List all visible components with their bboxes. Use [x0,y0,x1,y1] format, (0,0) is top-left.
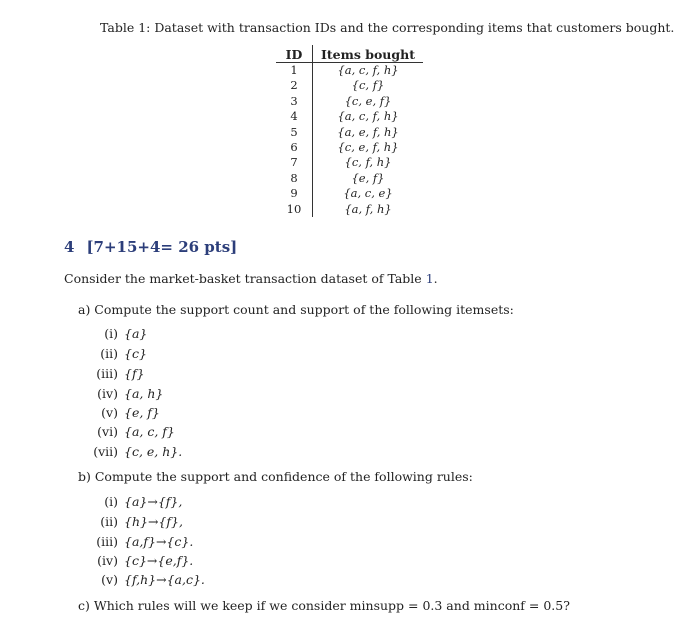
part-a-item: (ii) {c} [100,346,147,361]
intro-text: Consider the market-basket transaction dataset of Table [64,271,426,286]
column-header-id: ID [276,45,313,63]
part-a-item: (iv) {a, h} [97,386,164,401]
part-a-label: a) Compute the support count and support of the following itemsets: [78,302,514,317]
part-a-item: (vi) {a, c, f} [97,424,175,439]
row-id: 4 [276,109,313,124]
table-reference-link[interactable]: 1 [425,271,434,286]
section-number: 4 [64,238,75,256]
table-row [276,63,423,79]
column-header-items: Items bought [313,45,424,63]
row-items: {a, e, f, h} [337,124,399,139]
intro-paragraph [64,271,438,286]
table-header-row [276,45,423,63]
row-items: {e, f} [351,170,385,185]
part-b-item: (ii) {h}→{f}, [100,514,183,529]
table-row [276,94,423,109]
part-c-label: c) Which rules will we keep if we consider minsupp = 0.3 and minconf = 0.5? [78,598,570,613]
part-b-item: (i) {a}→{f}, [104,494,183,509]
row-items: {c, f, h} [344,155,392,170]
table-row [276,202,423,217]
section-title: [7+15+4= 26 pts] [86,238,238,256]
row-id: 9 [276,186,313,201]
part-b-item: (iv) {c}→{e,f}. [97,553,194,568]
row-id: 7 [276,155,313,170]
row-id: 3 [276,94,313,109]
row-id: 8 [276,171,313,186]
row-id: 10 [276,202,313,217]
row-items: {a, c, f, h} [337,63,399,77]
table-row [276,140,423,155]
table-caption: Table 1: Dataset with transaction IDs and the corresponding items that customers bought. [100,20,675,35]
row-id: 2 [276,78,313,93]
table-row [276,109,423,124]
part-a-item: (iii) {f} [96,366,145,381]
part-a-item: (i) {a} [104,326,148,341]
row-items: {a, c, f, h} [337,109,399,124]
table-row [276,186,423,201]
table-row [276,125,423,140]
row-items: {a, c, e} [343,186,393,201]
table-row [276,155,423,170]
row-items: {a, f, h} [344,201,392,216]
row-id: 5 [276,125,313,140]
row-items: {c, e, f} [344,93,392,108]
table-row [276,78,423,93]
part-a-item: (vii) {c, e, h}. [93,444,183,459]
row-id: 1 [276,63,313,79]
intro-suffix: . [433,271,438,286]
row-items: {c, f} [351,78,385,93]
table-row [276,171,423,186]
section-heading [64,238,237,256]
part-a-item: (v) {e, f} [101,405,160,420]
transaction-table [276,45,423,217]
part-b-item: (v) {f,h}→{a,c}. [101,572,205,587]
row-id: 6 [276,140,313,155]
part-b-item: (iii) {a,f}→{c}. [96,534,194,549]
row-items: {c, e, f, h} [337,140,399,155]
part-b-label: b) Compute the support and confidence of the following rules: [78,469,473,484]
